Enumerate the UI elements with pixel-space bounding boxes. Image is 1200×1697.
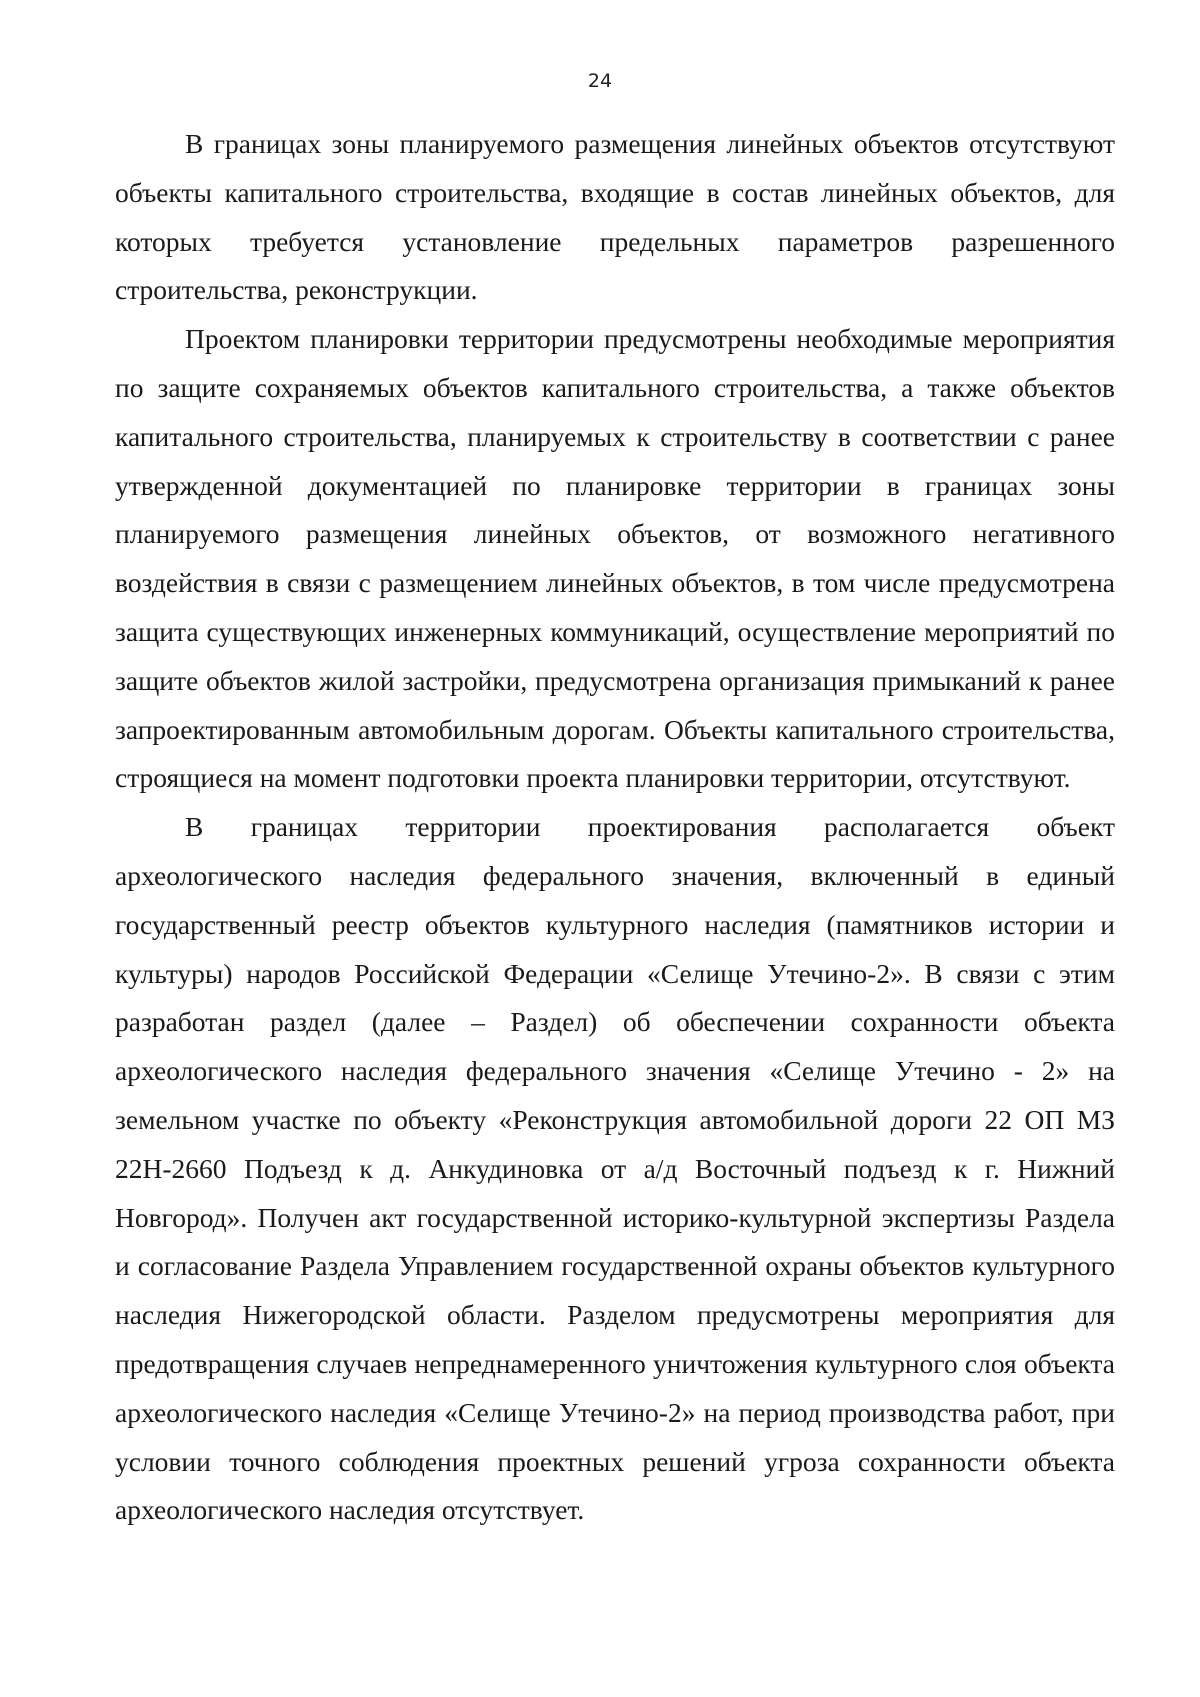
document-body (115, 120, 1115, 1535)
page-number: 24 (587, 70, 613, 92)
paragraph-linear-objects: В границах зоны планируемого размещения линейных объектов отсутствуют объекты капитального строительства, входящие в состав линейных объектов, для которых требуется установление предельных параметров разрешенного строительства, реконструкции. (115, 128, 1115, 306)
paragraph-protection-measures: Проектом планировки территории предусмотрены необходимые мероприятия по защите сохраняемых объектов капитального строительства, а также объектов капитального строительства, планируемых к строительству в соответствии с ранее утвержденной документацией по планировке территории в границах зоны планируемого размещения линейных объектов, от возможного негативного воздействия в связи с размещением линейных объектов, в том числе предусмотрена защита существующих инженерных коммуникаций, осуществление мероприятий по защите объектов жилой застройки, предусмотрена организация примыканий к ранее запроектированным автомобильным дорогам. Объекты капитального строительства, строящиеся на момент подготовки проекта планировки территории, отсутствуют. (115, 323, 1115, 794)
paragraph-archaeological-heritage: В границах территории проектирования располагается объект археологического наследия федерального значения, включенный в единый государственный реестр объектов культурного наследия (памятников истории и культуры) народов Российской Федерации «Селище Утечино-2». В связи с этим разработан раздел (далее – Раздел) об обеспечении сохранности объекта археологического наследия федерального значения «Селище Утечино - 2» на земельном участке по объекту «Реконструкция автомобильной дороги 22 ОП МЗ 22Н-2660 Подъезд к д. Анкудиновка от а/д Восточный подъезд к г. Нижний Новгород». Получен акт государственной историко-культурной экспертизы Раздела и согласование Раздела Управлением государственной охраны объектов культурного наследия Нижегородской области. Разделом предусмотрены мероприятия для предотвращения случаев непреднамеренного уничтожения культурного слоя объекта археологического наследия «Селище Утечино-2» на период производства работ, при условии точного соблюдения проектных решений угроза сохранности объекта археологического наследия отсутствует. (115, 811, 1115, 1526)
